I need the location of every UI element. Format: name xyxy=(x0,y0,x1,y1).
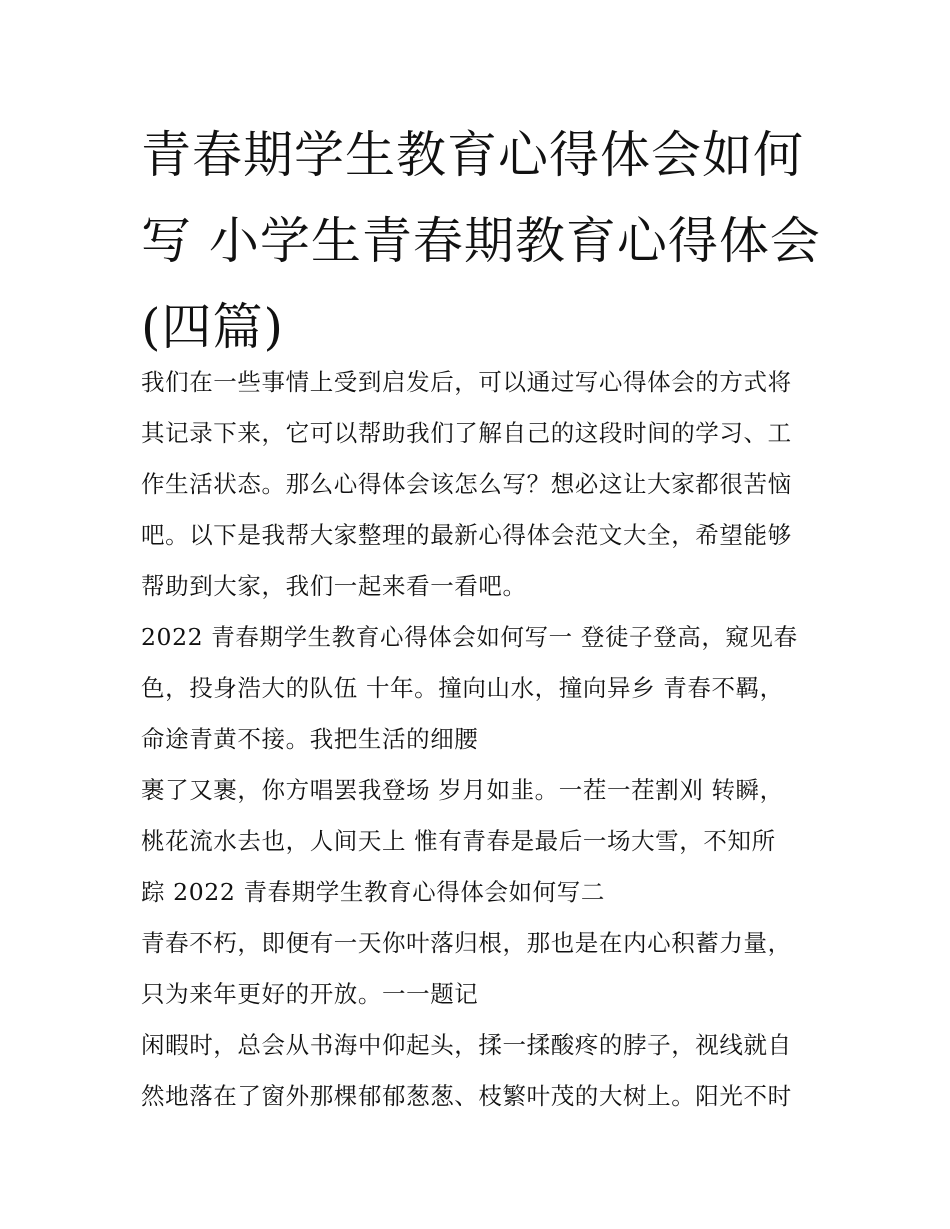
body-line: 闲暇时，总会从书海中仰起头，揉一揉酸疼的脖子，视线就自 xyxy=(141,1031,792,1059)
body-line: 踪 2022 青春期学生教育心得体会如何写二 xyxy=(141,878,605,906)
body-line: 然地落在了窗外那棵郁郁葱葱、枝繁叶茂的大树上。阳光不时 xyxy=(141,1082,792,1110)
body-line: 裹了又裹，你方唱罢我登场 岁月如韭。一茬一茬割刈 转瞬， xyxy=(141,776,784,804)
body-line: 帮助到大家，我们一起来看一看吧。 xyxy=(141,572,527,600)
body-line: 2022 青春期学生教育心得体会如何写一 登徒子登高，窥见春 xyxy=(141,623,798,651)
document-body xyxy=(141,357,821,1122)
body-line: 桃花流水去也，人间天上 惟有青春是最后一场大雪，不知所 xyxy=(141,827,776,855)
body-line: 只为来年更好的开放。一一题记 xyxy=(141,980,479,1008)
body-line: 青春不朽，即便有一天你叶落归根，那也是在内心积蓄力量， xyxy=(141,929,792,957)
body-line: 作生活状态。那么心得体会该怎么写？想必这让大家都很苦恼 xyxy=(141,470,792,498)
title-line: 青春期学生教育心得体会如何 xyxy=(141,126,804,184)
title-line: 写 小学生青春期教育心得体会 xyxy=(141,212,821,270)
document-title xyxy=(141,112,821,370)
body-line: 吧。以下是我帮大家整理的最新心得体会范文大全，希望能够 xyxy=(141,521,792,549)
body-line: 我们在一些事情上受到启发后，可以通过写心得体会的方式将 xyxy=(141,368,792,396)
title-line: (四篇) xyxy=(141,298,285,356)
body-line: 色，投身浩大的队伍 十年。撞向山水，撞向异乡 青春不羁， xyxy=(141,674,784,702)
body-line: 命途青黄不接。我把生活的细腰 xyxy=(141,725,479,753)
body-line: 其记录下来，它可以帮助我们了解自己的这段时间的学习、工 xyxy=(141,419,792,447)
